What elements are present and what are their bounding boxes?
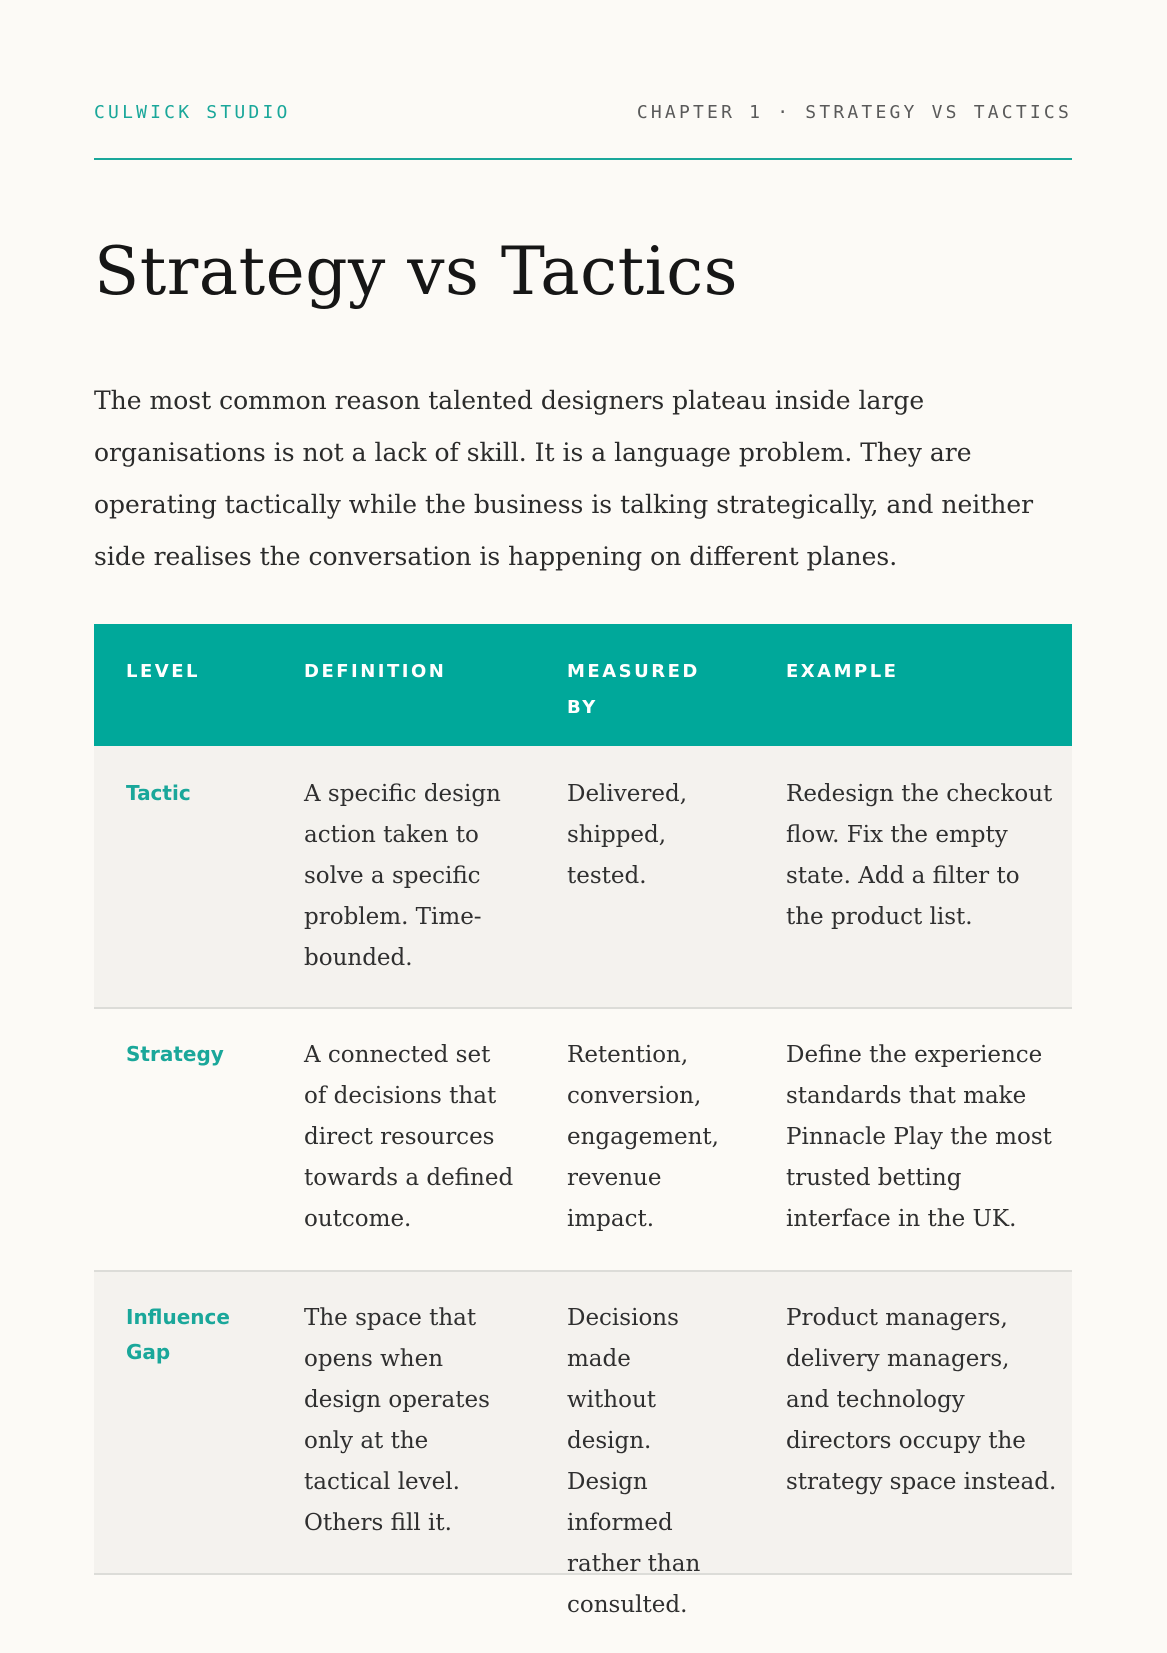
intro-paragraph: The most common reason talented designers plateau inside large organisations is not a lack of skill. It is a language problem. They are operating tactically while the business is talking strategically, and neither side realises the conversation is happening on different planes. [94,386,1034,571]
studio-name: CULWICK STUDIO [94,102,291,123]
running-header [94,102,1072,132]
row-level: Strategy [126,1042,224,1066]
row-measured-by: Decisions made without design. Design informed rather than consulted. [567,1305,701,1618]
table-row [94,746,1072,1009]
column-header-definition: DEFINITION [304,661,447,682]
comparison-table [94,624,1072,1618]
row-definition: The space that opens when design operates only at the tactical level. Others fill it. [304,1305,490,1536]
table-header [94,624,1072,746]
row-level: Influence Gap [126,1305,230,1364]
page-title: Strategy vs Tactics [94,233,739,310]
table-row [94,1009,1072,1272]
row-example: Product managers, delivery managers, and technology directors occupy the strategy space instead. [786,1305,1057,1495]
row-measured-by: Delivered, shipped, tested. [567,781,688,889]
row-level: Tactic [126,781,191,805]
table-row [94,1272,1072,1618]
column-header-example: EXAMPLE [786,661,899,682]
row-definition: A connected set of decisions that direct resources towards a defined outcome. [304,1042,514,1232]
row-measured-by: Retention, conversion, engagement, revenue impact. [567,1042,719,1232]
row-example: Redesign the checkout flow. Fix the empty state. Add a filter to the product list. [786,781,1053,930]
column-header-measured-by: MEASURED BY [567,661,700,718]
row-definition: A specific design action taken to solve a specific problem. Time-bounded. [304,781,501,971]
row-example: Define the experience standards that make Pinnacle Play the most trusted betting interface in the UK. [786,1042,1052,1232]
column-header-level: LEVEL [126,661,200,682]
header-divider [94,158,1072,160]
chapter-label: CHAPTER 1 · STRATEGY VS TACTICS [636,102,1072,123]
